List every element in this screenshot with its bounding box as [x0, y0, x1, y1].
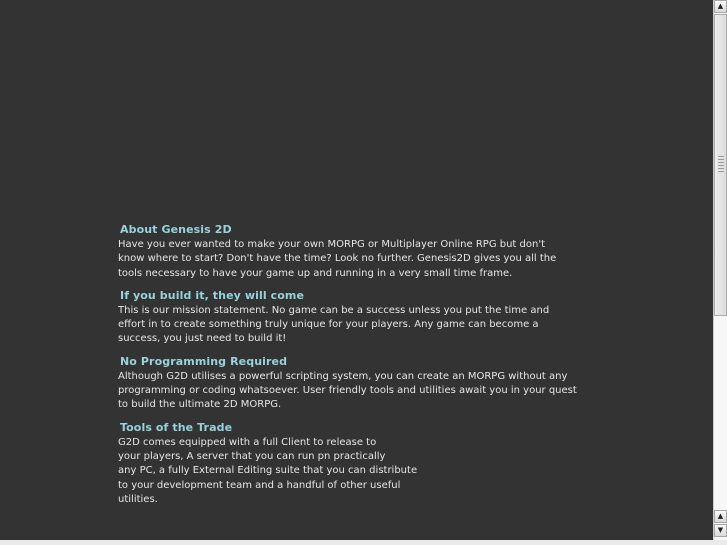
section-title: Tools of the Trade	[120, 420, 233, 434]
grip-icon	[718, 156, 724, 172]
scrollbar-thumb[interactable]	[714, 14, 727, 316]
section-tools	[118, 421, 598, 507]
section-about	[118, 223, 598, 281]
section-no-programming	[118, 355, 598, 413]
bottom-edge	[0, 540, 727, 545]
section-build	[118, 289, 598, 347]
section-body: Although G2D utilises a powerful scripting system, you can create an MORPG without any programming or coding whatsoever. User friendly tools and utilities await you in your quest to build the ultimate 2D MORPG.	[118, 370, 577, 411]
section-title: No Programming Required	[120, 354, 288, 368]
scroll-up-icon[interactable]: ▲	[714, 510, 727, 523]
section-body: Have you ever wanted to make your own MORPG or Multiplayer Online RPG but don't know where to start? Don't have the time? Look no further. Genesis2D gives you all the tools necessary to have your game up and running in a very small time frame.	[118, 239, 557, 279]
section-body: This is our mission statement. No game can be a success unless you put the time and effort in to create something truly unique for your players. Any game can become a success, you just need to build it!	[118, 304, 550, 345]
scroll-down-icon[interactable]: ▼	[714, 524, 727, 537]
content	[118, 223, 598, 515]
section-title: If you build it, they will come	[120, 288, 305, 302]
scroll-up-icon[interactable]: ▲	[714, 0, 727, 13]
section-body: G2D comes equipped with a full Client to release to your players, A server that you can run pn practically any PC, a fully External Editing suite that you can distribute to your development team and a handful of other useful utilities.	[118, 436, 418, 505]
section-title: About Genesis 2D	[120, 223, 232, 236]
vertical-scrollbar[interactable]	[713, 0, 727, 540]
